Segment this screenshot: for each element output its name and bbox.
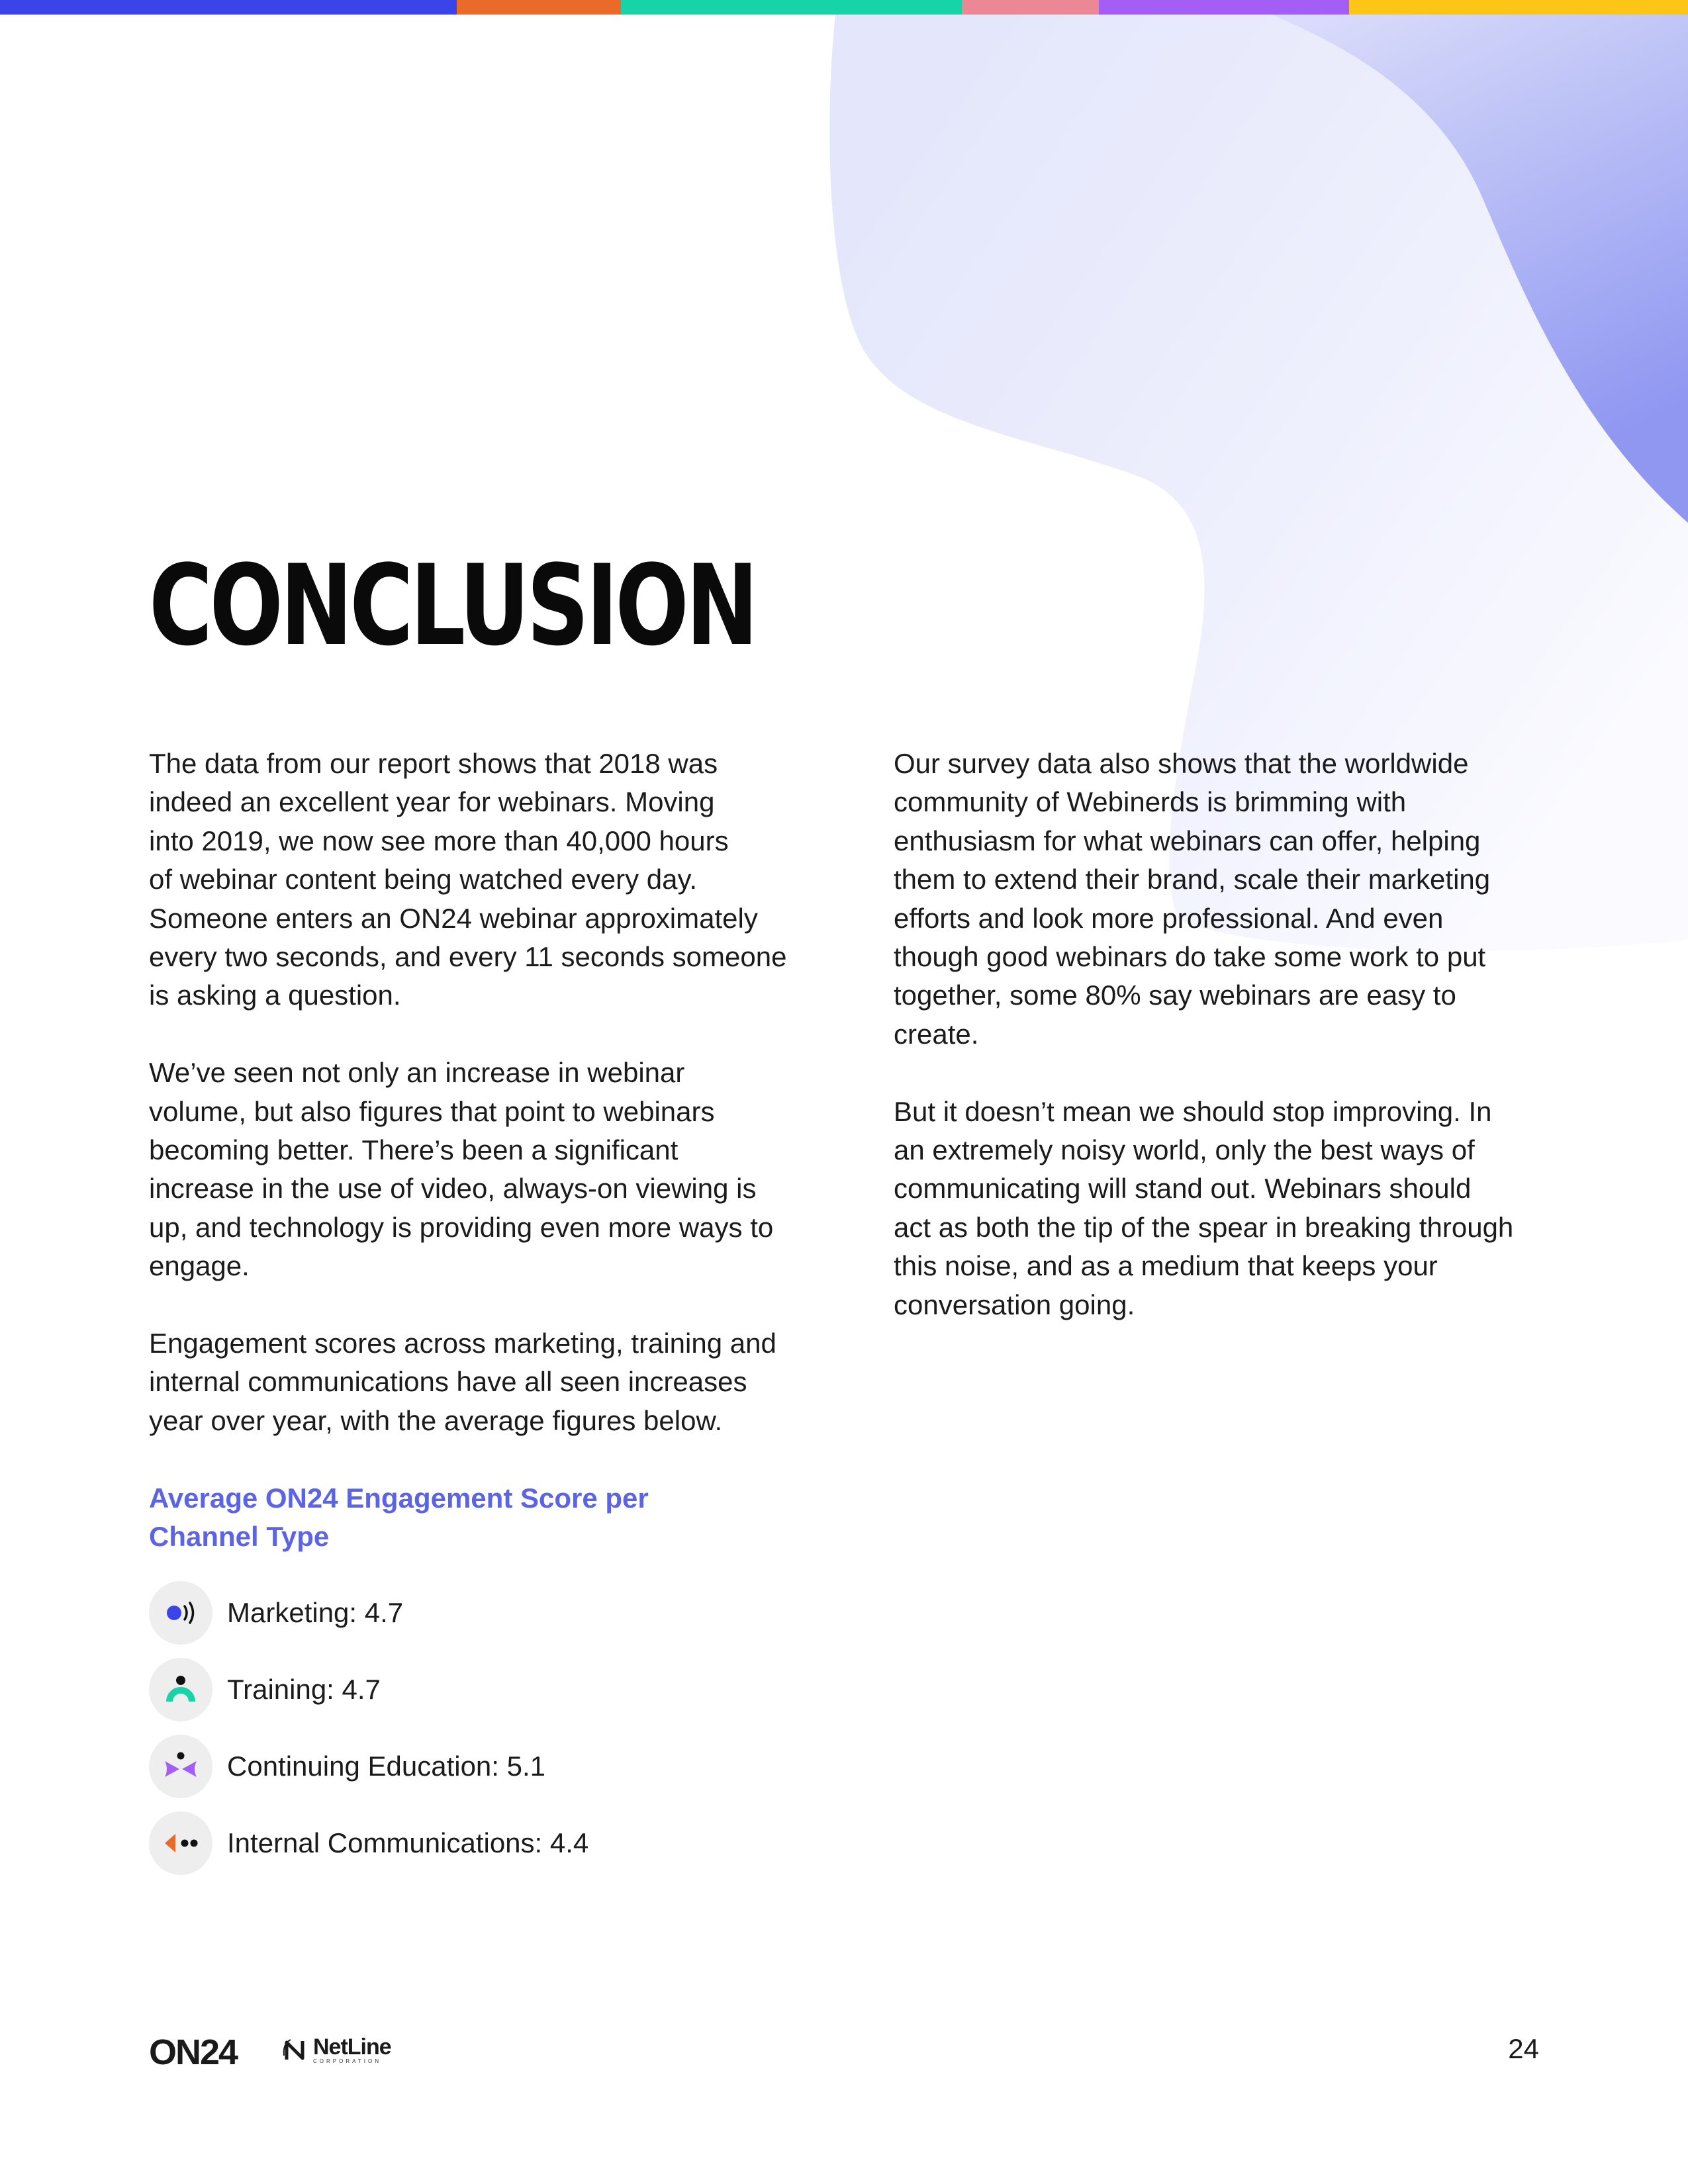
engagement-score-subheading: Average ON24 Engagement Score per Channel Type: [149, 1482, 649, 1553]
page-number: 24: [1508, 2033, 1539, 2064]
color-bar-blue-segment: [0, 0, 457, 15]
body-paragraph: Engagement scores across marketing, training and internal communications have all seen increases year over year, with the average figures below.: [149, 1328, 776, 1436]
color-bar-yellow-segment: [1349, 0, 1688, 15]
education-bowtie-icon: [149, 1735, 212, 1798]
body-paragraph: Our survey data also shows that the worldwide community of Webinerds is brimming with enthusiasm for what webinars can offer, helping them to extend their brand, scale their marketing efforts and look more professional. And even though good webinars do take some work to put together, some 80% say webinars are easy to create.: [894, 748, 1491, 1050]
list-item: [149, 1658, 811, 1721]
color-bar-orange-segment: [457, 0, 621, 15]
on24-logo-text: ON24: [149, 2032, 238, 2072]
body-paragraph: We’ve seen not only an increase in webinar volume, but also figures that point to webinars becoming better. There’s been a significant increase in the use of video, always-on viewing is up, and technology is providing even more ways to engage.: [149, 1057, 774, 1282]
training-person-icon: [149, 1658, 212, 1721]
color-bar-teal-segment: [621, 0, 962, 15]
marketing-broadcast-icon: [149, 1581, 212, 1645]
page-title: CONCLUSION: [149, 541, 756, 670]
list-item: [149, 1581, 811, 1645]
score-label: Internal Communications: 4.4: [227, 1827, 589, 1859]
color-bar-purple-segment: [1099, 0, 1349, 15]
netline-logo-text: NetLine: [313, 2034, 391, 2060]
engagement-score-list: [149, 1581, 811, 1875]
top-color-bar: [0, 0, 1688, 15]
netline-logo-subtext: CORPORATION: [313, 2058, 381, 2064]
right-column: [894, 745, 1556, 1363]
netline-logo: [281, 2036, 391, 2065]
list-item: [149, 1811, 811, 1875]
list-item: [149, 1735, 811, 1798]
netline-mark-icon: [281, 2037, 308, 2064]
internal-comms-arrow-icon: [149, 1811, 212, 1875]
on24-logo: [149, 2032, 237, 2073]
body-paragraph: The data from our report shows that 2018 was indeed an excellent year for webinars. Moving into 2019, we now see more than 40,000 hours of webinar content being watched every day. Someone enters an ON24 webinar approximately every two seconds, and every 11 seconds someone is asking a question.: [149, 748, 787, 1011]
score-label: Training: 4.7: [227, 1674, 381, 1706]
left-column: [149, 745, 811, 1888]
body-paragraph: But it doesn’t mean we should stop improving. In an extremely noisy world, only the best ways of communicating will stand out. Webinars should act as both the tip of the spear in breaking through this noise, and as a medium that keeps your conversation going.: [894, 1095, 1514, 1320]
score-label: Continuing Education: 5.1: [227, 1751, 546, 1782]
color-bar-pink-segment: [962, 0, 1099, 15]
score-label: Marketing: 4.7: [227, 1597, 404, 1629]
